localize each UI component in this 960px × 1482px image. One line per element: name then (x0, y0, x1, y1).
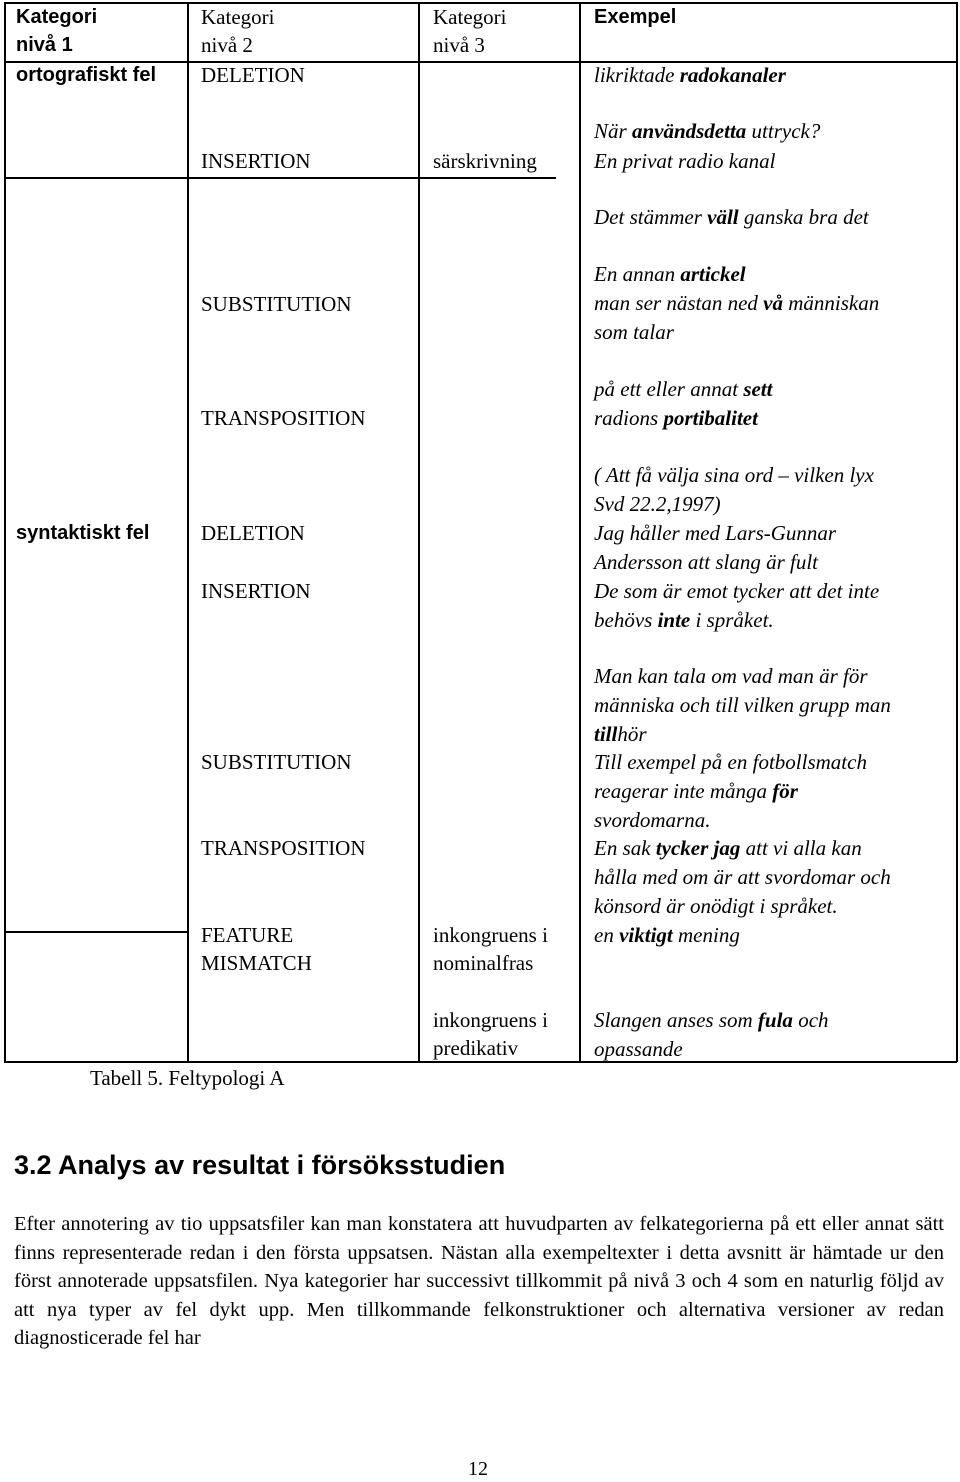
page-number: 12 (468, 1458, 488, 1480)
example-text: När (594, 119, 632, 143)
example-error-word: tycker jag (655, 836, 741, 860)
example-line (594, 748, 867, 776)
example-text: hör (617, 722, 647, 746)
example-text: De som är emot tycker att det inte (594, 579, 880, 603)
example-line (594, 461, 874, 489)
example-error-word: portibalitet (663, 406, 758, 430)
header-kategori-3-text: Kategori nivå 3 (433, 5, 507, 57)
example-text: radions (594, 406, 664, 430)
example-line (594, 892, 838, 920)
example-text: En annan (594, 262, 681, 286)
example-text: Andersson att slang är fult (594, 550, 819, 574)
example-text: på ett eller annat (594, 377, 744, 401)
example-text: behövs (594, 608, 658, 632)
example-line (594, 662, 868, 690)
example-error-word: sett (743, 377, 773, 401)
example-line (594, 203, 869, 231)
example-line (594, 1035, 683, 1063)
example-line (594, 490, 721, 518)
level2-insertion: INSERTION (201, 149, 311, 173)
example-line (594, 691, 891, 719)
example-line (594, 375, 772, 403)
example-text: i språket. (690, 608, 774, 632)
example-text: en (594, 923, 620, 947)
example-line (594, 289, 879, 317)
example-error-word: till (594, 722, 618, 746)
section-paragraph: Efter annotering av tio uppsatsfiler kan man konstatera att huvudparten av felkategorierna på ett eller annat sätt finns representerade redan i den första uppsatsen. Nästan alla exempeltexter i detta avsnitt är hämtade ur den först annoterade uppsatsfilen. Nya kategorier har successivt tillkommit på nivå 3 och 4 som en naturlig följd av att nya typer av fel dykt upp. Men tillkommande felkonstruktioner och alternativa versioner av redan diagnosticerade fel har (14, 1213, 944, 1349)
example-text: Slangen anses som (594, 1008, 758, 1032)
example-text: Svd 22.2,1997) (594, 492, 721, 516)
level2-substitution: SUBSTITUTION (201, 750, 352, 774)
level2-insertion: INSERTION (201, 579, 311, 603)
example-line (594, 577, 879, 605)
example-text: mening (672, 923, 740, 947)
level1-ortografiskt: ortografiskt fel (16, 64, 157, 86)
example-line (594, 921, 740, 949)
level3-sarskrivning: särskrivning (433, 149, 537, 173)
example-line (594, 318, 674, 346)
section-title: 3.2 Analys av resultat i försöksstudien (14, 1150, 506, 1180)
example-text: som talar (594, 320, 674, 344)
example-text: människa och till vilken grupp man (594, 693, 891, 717)
example-text: uttryck? (746, 119, 821, 143)
example-error-word: artickel (680, 262, 746, 286)
example-text: opassande (594, 1037, 683, 1061)
example-line (594, 404, 758, 432)
header-kategori-2-text: Kategori nivå 2 (201, 5, 275, 57)
example-error-word: för (772, 779, 798, 803)
example-line (594, 260, 746, 288)
example-line (594, 1006, 829, 1034)
header-kategori-1-text: Kategori nivå 1 (16, 6, 98, 56)
header-exempel-text: Exempel (594, 6, 677, 28)
example-line (594, 834, 862, 862)
example-text: människan (783, 291, 880, 315)
example-text: könsord är onödigt i språket. (594, 894, 838, 918)
level3-inkongruens-predikativ: inkongruens i predikativ (433, 1008, 548, 1060)
example-text: likriktade (594, 63, 680, 87)
example-line (594, 606, 774, 634)
header-exempel (594, 3, 676, 31)
level1-syntaktiskt: syntaktiskt fel (16, 522, 150, 544)
header-kategori-2 (201, 3, 274, 59)
level2-deletion: DELETION (201, 521, 305, 545)
example-text: Man kan tala om vad man är för (594, 664, 868, 688)
example-error-word: användsdetta (631, 119, 747, 143)
example-error-word: inte (657, 608, 691, 632)
example-text: Jag håller med Lars-Gunnar (594, 521, 837, 545)
level2-transposition: TRANSPOSITION (201, 406, 366, 430)
table-col-divider-3 (418, 2, 420, 1062)
header-kategori-3 (433, 3, 506, 59)
level2-substitution: SUBSTITUTION (201, 292, 352, 316)
example-text: ganska bra det (738, 205, 869, 229)
example-line (594, 863, 891, 891)
level2-deletion: DELETION (201, 63, 305, 87)
table-rule-ortografiskt (4, 177, 556, 179)
example-text: reagerar inte många (594, 779, 773, 803)
example-error-word: radokanaler (679, 63, 786, 87)
example-line (594, 806, 710, 834)
example-text: Till exempel på en fotbollsmatch (594, 750, 867, 774)
example-text: En sak (594, 836, 656, 860)
example-error-word: väll (707, 205, 739, 229)
example-line (594, 147, 775, 175)
table-border-left (4, 2, 6, 1062)
level2-feature-mismatch: FEATURE MISMATCH (201, 923, 312, 975)
table-border-right (956, 2, 958, 1062)
example-text: Det stämmer (594, 205, 708, 229)
example-text: att vi alla kan (740, 836, 862, 860)
example-line (594, 548, 818, 576)
example-text: ( Att få välja sina ord – vilken lyx (594, 463, 874, 487)
example-line (594, 720, 647, 748)
example-error-word: fula (757, 1008, 793, 1032)
example-text: och (792, 1008, 829, 1032)
example-line (594, 777, 798, 805)
table-col-divider-4 (579, 2, 581, 1062)
example-text: En privat radio kanal (594, 149, 776, 173)
example-text: hålla med om är att svordomar och (594, 865, 891, 889)
table-rule-syntaktiskt (4, 931, 188, 933)
example-line (594, 117, 820, 145)
example-text: svordomarna. (594, 808, 711, 832)
header-kategori-1 (16, 3, 97, 59)
level2-transposition: TRANSPOSITION (201, 836, 366, 860)
example-line (594, 61, 786, 89)
example-error-word: viktigt (619, 923, 673, 947)
example-line (594, 519, 836, 547)
table-col-divider-2 (187, 2, 189, 1062)
table-caption: Tabell 5. Feltypologi A (90, 1066, 285, 1090)
example-error-word: vå (763, 291, 783, 315)
example-text: man ser nästan ned (594, 291, 764, 315)
level3-inkongruens-nominalfras: inkongruens i nominalfras (433, 923, 548, 975)
